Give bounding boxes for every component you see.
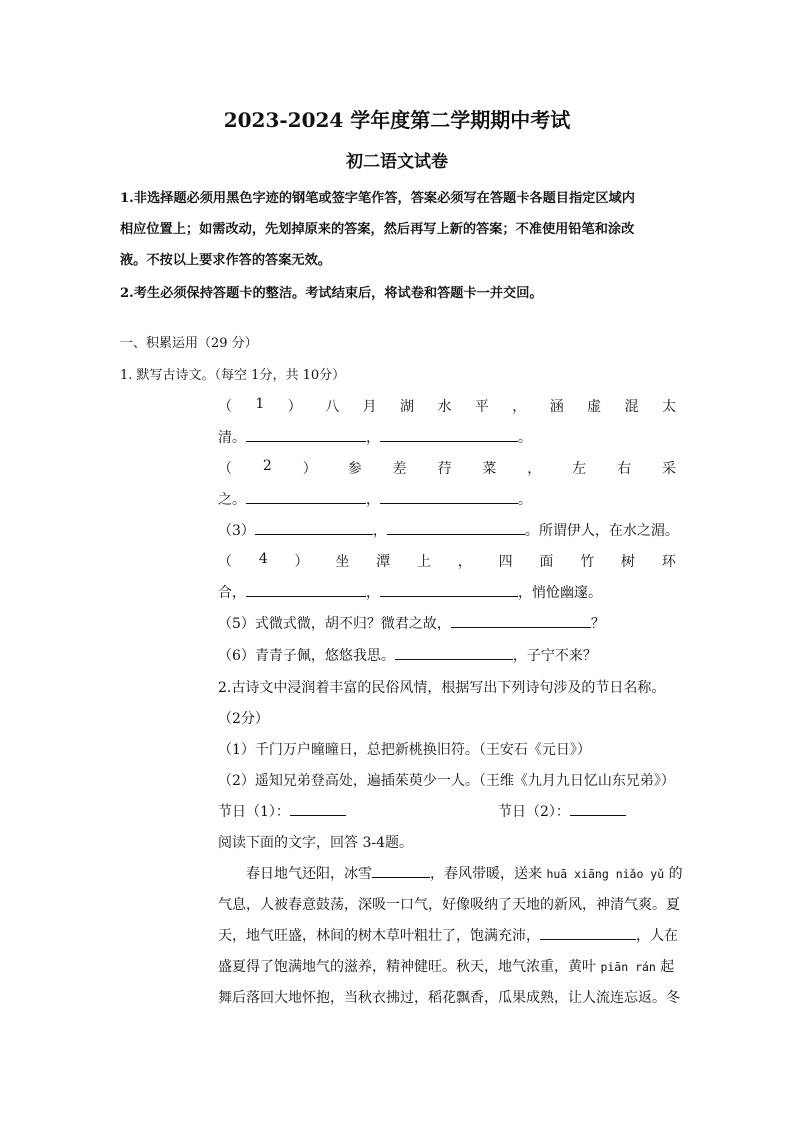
blank-6[interactable]: [387, 520, 525, 535]
blank-8[interactable]: [380, 582, 518, 597]
char: 菜: [482, 461, 497, 477]
char: 右: [617, 461, 632, 477]
comma: ，: [366, 492, 380, 508]
passage-line-3: [218, 925, 678, 945]
char: 竹: [580, 554, 595, 570]
item-text: （6）青青子佩，悠悠我思。: [218, 648, 395, 664]
char: 树: [621, 554, 636, 570]
char: 水: [437, 399, 452, 415]
reading-intro: 阅读下面的文字，回答 3-4题。: [218, 835, 413, 851]
notice-1-line-1: 1.非选择题必须用黑色字迹的钢笔或签字笔作答，答案必须写在答题卡各题目指定区域内: [120, 191, 635, 206]
char: ，: [457, 554, 472, 570]
notice-2: 2.考生必须保持答题卡的整洁。考试结束后，将试卷和答题卡一并交回。: [120, 286, 543, 301]
question-2-score: （2分）: [218, 711, 269, 727]
passage-text: 春日地气还阳，冰雪: [246, 866, 372, 882]
char: 荇: [437, 461, 452, 477]
line-start: 合，: [218, 585, 246, 601]
char: 涵: [549, 399, 564, 415]
char: （: [218, 399, 232, 415]
char: ，: [512, 399, 527, 415]
char: 潭: [376, 554, 391, 570]
passage-text: 的: [668, 866, 683, 882]
passage-line-5: 舞后落回大地怀抱，当秋衣拂过，稻花飘香，瓜果成熟，让人流连忘返。冬: [218, 990, 680, 1006]
char: 参: [347, 461, 362, 477]
question-2-title: 2.古诗文中浸润着丰富的民俗风情，根据写出下列诗句涉及的节日名称。: [218, 680, 666, 696]
char: 环: [661, 554, 676, 570]
passage-text: 盛夏得了饱满地气的滋养，精神健旺。秋天，地气浓重，黄叶: [218, 959, 596, 975]
passage-text: 起: [660, 959, 675, 975]
line-end: ，子宁不来？: [512, 648, 597, 664]
char: ）: [294, 554, 309, 570]
festival-1-answer: [218, 801, 346, 821]
char: 坐: [335, 554, 350, 570]
blank-7[interactable]: [246, 582, 366, 597]
line-end: 。所谓伊人，在水之湄。: [524, 523, 679, 539]
char: （: [218, 461, 232, 477]
item-1-line-1: [218, 396, 676, 416]
blank-10[interactable]: [395, 645, 513, 660]
period: 。: [518, 492, 532, 508]
line-end: ，悄怆幽邃。: [518, 585, 602, 601]
section-1-heading: 一、积累运用（29 分）: [120, 336, 258, 351]
char: 四: [498, 554, 513, 570]
question-2-line-1: （1）千门万户曈曈日，总把新桃换旧符。（王安石《元日》）: [218, 742, 591, 758]
question-2-line-2: （2）遥知兄弟登高处，遍插茱萸少一人。（王维《九月九日忆山东兄弟》）: [218, 773, 675, 789]
line-end: ？: [590, 616, 605, 632]
comma: ，: [366, 430, 380, 446]
line-start: 之。: [218, 492, 246, 508]
char: 左: [572, 461, 587, 477]
item-4-line-2: [218, 582, 602, 602]
passage-text: 天，地气旺盛，林间的树木草叶粗壮了，饱满充沛，: [218, 928, 540, 944]
blank-2[interactable]: [380, 427, 518, 442]
exam-subtitle: 初二语文试卷: [346, 152, 448, 172]
blank-1[interactable]: [246, 427, 366, 442]
festival-2-blank[interactable]: [570, 801, 626, 816]
festival-label: 节日（1）：: [218, 804, 290, 820]
char: ）: [287, 399, 302, 415]
char: 虚: [587, 399, 602, 415]
pinyin: huā xiāng niǎo yǔ: [546, 867, 665, 881]
item-3: [218, 520, 679, 540]
char: 湖: [400, 399, 415, 415]
item-5: [218, 613, 605, 633]
char: 1: [255, 396, 265, 412]
char: 太: [661, 399, 676, 415]
blank-3[interactable]: [246, 489, 366, 504]
char: 面: [539, 554, 554, 570]
char: 采: [661, 461, 676, 477]
char: 八: [325, 399, 340, 415]
char: ，: [527, 461, 542, 477]
char: 混: [624, 399, 639, 415]
blank-4[interactable]: [380, 489, 518, 504]
notice-1-line-2: 相应位置上；如需改动，先划掉原来的答案，然后再写上新的答案；不准使用铅笔和涂改: [120, 222, 635, 237]
notice-1-line-3: 液。不按以上要求作答的答案无效。: [120, 253, 331, 268]
char: ）: [302, 461, 317, 477]
item-text: （5）式微式微，胡不归？微君之故，: [218, 616, 451, 632]
festival-label: 节日（2）：: [498, 804, 570, 820]
item-6: [218, 645, 597, 665]
item-2-line-2: [218, 489, 532, 509]
char: 2: [262, 458, 272, 474]
period: 。: [518, 430, 532, 446]
item-2-line-1: [218, 458, 676, 478]
exam-title: 2023-2024 学年度第二学期期中考试: [223, 108, 571, 132]
line-start: 清。: [218, 430, 246, 446]
char: 平: [474, 399, 489, 415]
passage-text: ，春风带暖，送来: [430, 866, 542, 882]
char: 差: [392, 461, 407, 477]
passage-line-2: 气息，人被春意鼓荡，深吸一口气，好像吸纳了天地的新风，神清气爽。夏: [218, 897, 680, 913]
char: 4: [258, 551, 268, 567]
passage-text: ，人在: [636, 928, 678, 944]
blank-5[interactable]: [255, 520, 373, 535]
char: （: [218, 554, 232, 570]
item-1-line-2: [218, 427, 532, 447]
blank-9[interactable]: [451, 613, 591, 628]
passage-blank-2[interactable]: [540, 925, 636, 940]
char: 上: [416, 554, 431, 570]
char: 月: [362, 399, 377, 415]
comma: ，: [372, 523, 387, 539]
passage-line-1: [246, 863, 683, 883]
festival-1-blank[interactable]: [290, 801, 346, 816]
pinyin: piān rán: [600, 960, 656, 974]
question-1-title: 1. 默写古诗文。（每空 1分，共 10分）: [120, 368, 346, 383]
festival-2-answer: [498, 801, 626, 821]
passage-line-4: [218, 956, 674, 976]
item-number: （3）: [218, 523, 255, 539]
passage-blank-1[interactable]: [372, 863, 430, 878]
item-4-line-1: [218, 551, 676, 571]
comma: ，: [366, 585, 380, 601]
